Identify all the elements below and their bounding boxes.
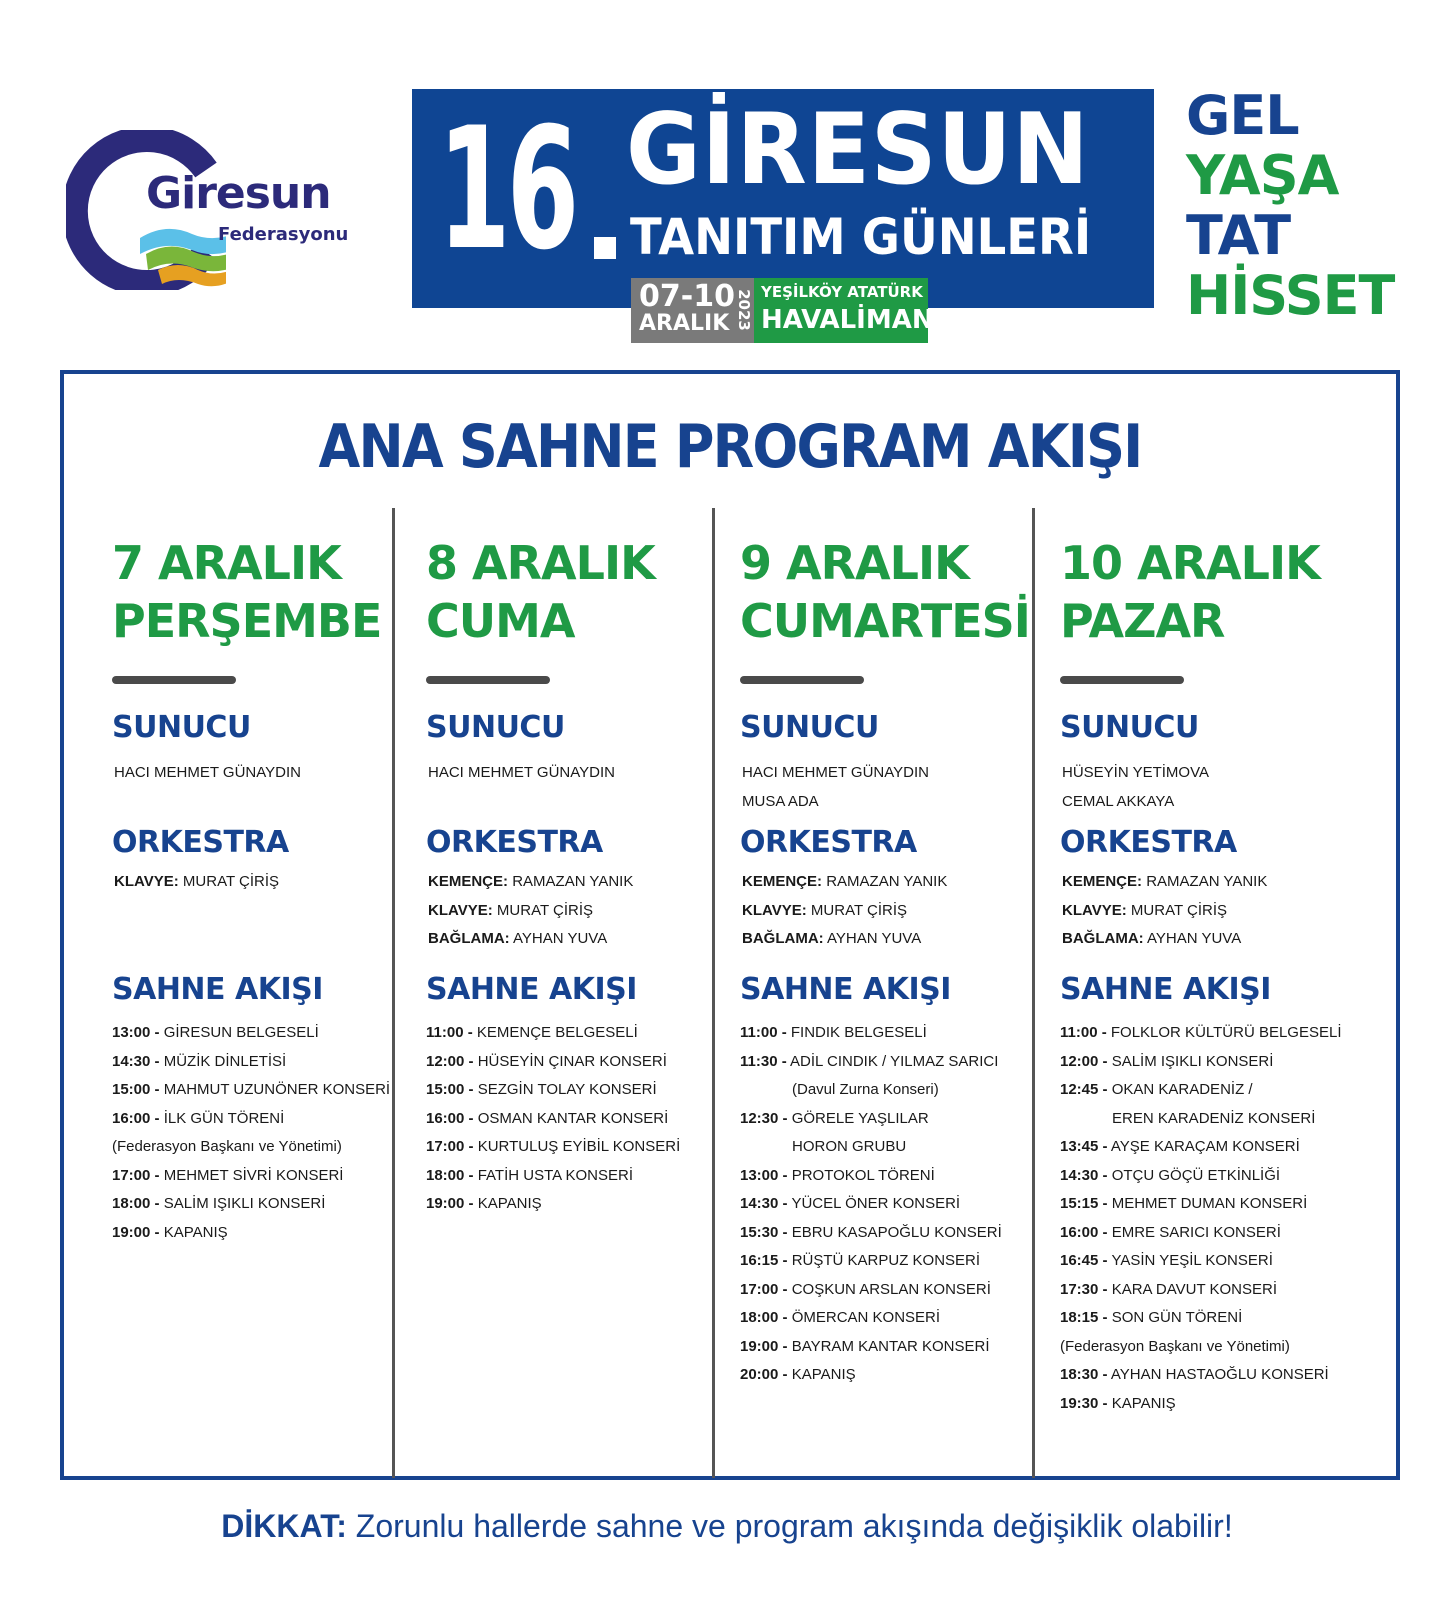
orchestra-member: KEMENÇE: RAMAZAN YANIK xyxy=(1062,873,1268,890)
flow-item: 12:30 - GÖRELE YAŞLILAR xyxy=(740,1109,929,1127)
program-box xyxy=(60,370,1400,1480)
day-column-8-aralik xyxy=(426,534,726,1219)
slogan xyxy=(1186,86,1394,326)
flow-item: 20:00 - KAPANIŞ xyxy=(740,1366,856,1383)
flow-item: 17:00 - MEHMET SİVRİ KONSERİ xyxy=(112,1166,344,1184)
presenter-name: HÜSEYİN YETİMOVA xyxy=(1062,764,1209,781)
orchestra-member: KLAVYE: MURAT ÇİRİŞ xyxy=(114,873,280,890)
flow-item: 16:15 - RÜŞTÜ KARPUZ KONSERİ xyxy=(740,1252,981,1269)
flow-item: 18:00 - SALİM IŞIKLI KONSERİ xyxy=(112,1195,326,1212)
logo-wordmark: Giresun xyxy=(146,168,331,219)
flow-item-note: (Federasyon Başkanı ve Yönetimi) xyxy=(1060,1337,1290,1355)
day-rule xyxy=(740,676,864,684)
presenter-heading: SUNUCU xyxy=(112,710,251,745)
orchestra-member: KLAVYE: MURAT ÇİRİŞ xyxy=(742,901,908,919)
flow-item: 19:30 - KAPANIŞ xyxy=(1060,1394,1176,1412)
flow-item: 19:00 - BAYRAM KANTAR KONSERİ xyxy=(740,1337,990,1355)
banner-title: GİRESUN xyxy=(626,93,1090,207)
orchestra-member: KEMENÇE: RAMAZAN YANIK xyxy=(428,873,634,890)
flow-item: 16:00 - OSMAN KANTAR KONSERİ xyxy=(426,1109,669,1127)
day-column-7-aralik xyxy=(112,534,412,1247)
date-badge xyxy=(631,278,754,343)
flow-heading: SAHNE AKIŞI xyxy=(426,972,637,1007)
flow-item: 14:30 - OTÇU GÖÇÜ ETKİNLİĞİ xyxy=(1060,1166,1281,1184)
orchestra-member: KLAVYE: MURAT ÇİRİŞ xyxy=(1062,901,1228,919)
slogan-word: YAŞA xyxy=(1186,144,1339,207)
flow-item: 13:00 - GİRESUN BELGESELİ xyxy=(112,1024,319,1041)
presenter-heading: SUNUCU xyxy=(740,710,879,745)
presenter-heading: SUNUCU xyxy=(1060,710,1199,745)
venue-badge xyxy=(754,278,944,343)
date-range: 07-10 xyxy=(639,279,735,314)
presenter-name: MUSA ADA xyxy=(742,792,819,810)
presenter-name: CEMAL AKKAYA xyxy=(1062,792,1175,810)
day-date: 10 ARALIK xyxy=(1060,536,1320,590)
disclaimer-text: Zorunlu hallerde sahne ve program akışında değişiklik olabilir! xyxy=(346,1508,1233,1544)
flow-item: 16:00 - İLK GÜN TÖRENİ xyxy=(112,1109,285,1127)
flow-item: 12:45 - OKAN KARADENİZ / xyxy=(1060,1081,1253,1098)
flow-item: 13:45 - AYŞE KARAÇAM KONSERİ xyxy=(1060,1138,1300,1155)
flow-item: 17:00 - KURTULUŞ EYİBİL KONSERİ xyxy=(426,1138,681,1155)
flow-item: 17:00 - COŞKUN ARSLAN KONSERİ xyxy=(740,1280,991,1298)
slogan-word: TAT xyxy=(1186,204,1291,267)
flow-item: 14:30 - YÜCEL ÖNER KONSERİ xyxy=(740,1195,961,1212)
flow-item: 15:15 - MEHMET DUMAN KONSERİ xyxy=(1060,1195,1308,1212)
orchestra-member: KEMENÇE: RAMAZAN YANIK xyxy=(742,873,948,890)
orchestra-heading: ORKESTRA xyxy=(1060,825,1237,860)
flow-item: 17:30 - KARA DAVUT KONSERİ xyxy=(1060,1280,1278,1298)
disclaimer xyxy=(0,1508,1454,1545)
date-year: 2023 xyxy=(735,289,753,331)
day-column-9-aralik xyxy=(740,534,1040,1390)
day-weekday: CUMARTESİ xyxy=(740,594,1030,648)
day-weekday: PAZAR xyxy=(1060,594,1225,648)
flow-item-note: HORON GRUBU xyxy=(792,1138,907,1155)
orchestra-member: BAĞLAMA: AYHAN YUVA xyxy=(742,930,922,947)
flow-item: 12:00 - SALİM IŞIKLI KONSERİ xyxy=(1060,1052,1274,1070)
flow-item: 15:00 - SEZGİN TOLAY KONSERİ xyxy=(426,1081,657,1098)
flow-heading: SAHNE AKIŞI xyxy=(1060,972,1271,1007)
federation-logo xyxy=(66,130,356,290)
logo-subtitle: Federasyonu xyxy=(218,224,349,245)
flow-heading: SAHNE AKIŞI xyxy=(740,972,951,1007)
presenter-name: HACI MEHMET GÜNAYDIN xyxy=(114,764,301,781)
flow-list xyxy=(426,1019,726,1219)
presenter-heading: SUNUCU xyxy=(426,710,565,745)
day-rule xyxy=(1060,676,1184,684)
flow-item: 14:30 - MÜZİK DİNLETİSİ xyxy=(112,1052,287,1070)
flow-item-note: (Federasyon Başkanı ve Yönetimi) xyxy=(112,1138,342,1155)
orchestra-heading: ORKESTRA xyxy=(740,825,917,860)
day-rule xyxy=(426,676,550,684)
edition-dot xyxy=(594,237,616,259)
orchestra-member: KLAVYE: MURAT ÇİRİŞ xyxy=(428,901,594,919)
flow-item: 18:15 - SON GÜN TÖRENİ xyxy=(1060,1309,1243,1326)
orchestra-heading: ORKESTRA xyxy=(112,825,289,860)
flow-list xyxy=(740,1019,1040,1390)
flow-item: 18:00 - ÖMERCAN KONSERİ xyxy=(740,1309,941,1326)
orchestra-heading: ORKESTRA xyxy=(426,825,603,860)
flow-item: 13:00 - PROTOKOL TÖRENİ xyxy=(740,1166,935,1184)
flow-item: 19:00 - KAPANIŞ xyxy=(426,1195,542,1212)
slogan-word: HİSSET xyxy=(1186,264,1395,327)
day-date: 7 ARALIK xyxy=(112,536,341,590)
disclaimer-label: DİKKAT: xyxy=(221,1508,347,1544)
flow-item: 18:30 - AYHAN HASTAOĞLU KONSERİ xyxy=(1060,1366,1329,1383)
day-weekday: PERŞEMBE xyxy=(112,594,382,648)
event-banner xyxy=(412,89,1154,308)
day-date: 9 ARALIK xyxy=(740,536,969,590)
flow-item: 11:00 - FOLKLOR KÜLTÜRÜ BELGESELİ xyxy=(1060,1024,1342,1041)
presenter-name: HACI MEHMET GÜNAYDIN xyxy=(742,764,929,781)
orchestra-member: BAĞLAMA: AYHAN YUVA xyxy=(1062,930,1242,947)
flow-item: 19:00 - KAPANIŞ xyxy=(112,1223,228,1241)
presenter-name: HACI MEHMET GÜNAYDIN xyxy=(428,764,615,781)
day-rule xyxy=(112,676,236,684)
day-date: 8 ARALIK xyxy=(426,536,655,590)
day-column-10-aralik xyxy=(1060,534,1360,1418)
flow-item-note: EREN KARADENİZ KONSERİ xyxy=(1112,1109,1316,1127)
venue-line-2: HAVALİMANI xyxy=(761,305,944,335)
flow-item: 16:00 - EMRE SARICI KONSERİ xyxy=(1060,1223,1281,1241)
venue-line-1: YEŞİLKÖY ATATÜRK xyxy=(761,283,923,301)
day-weekday: CUMA xyxy=(426,594,575,648)
flow-item: 18:00 - FATİH USTA KONSERİ xyxy=(426,1166,634,1184)
program-title: ANA SAHNE PROGRAM AKIŞI xyxy=(318,412,1142,482)
flow-item: 11:00 - KEMENÇE BELGESELİ xyxy=(426,1024,638,1041)
flow-heading: SAHNE AKIŞI xyxy=(112,972,323,1007)
flow-list xyxy=(112,1019,412,1247)
flow-item: 11:00 - FINDIK BELGESELİ xyxy=(740,1024,927,1041)
flow-item: 11:30 - ADİL CINDIK / YILMAZ SARICI xyxy=(740,1052,999,1070)
flow-item: 15:00 - MAHMUT UZUNÖNER KONSERİ xyxy=(112,1081,391,1098)
date-month: ARALIK xyxy=(639,311,730,336)
slogan-word: GEL xyxy=(1186,84,1299,147)
flow-item-note: (Davul Zurna Konseri) xyxy=(792,1081,939,1098)
flow-item: 16:45 - YASİN YEŞİL KONSERİ xyxy=(1060,1252,1273,1269)
banner-subtitle: TANITIM GÜNLERİ xyxy=(630,208,1092,266)
orchestra-member: BAĞLAMA: AYHAN YUVA xyxy=(428,930,608,947)
flow-list xyxy=(1060,1019,1360,1418)
flow-item: 15:30 - EBRU KASAPOĞLU KONSERİ xyxy=(740,1223,1002,1241)
flow-item: 12:00 - HÜSEYİN ÇINAR KONSERİ xyxy=(426,1052,667,1070)
edition-number: 16 xyxy=(438,91,576,287)
